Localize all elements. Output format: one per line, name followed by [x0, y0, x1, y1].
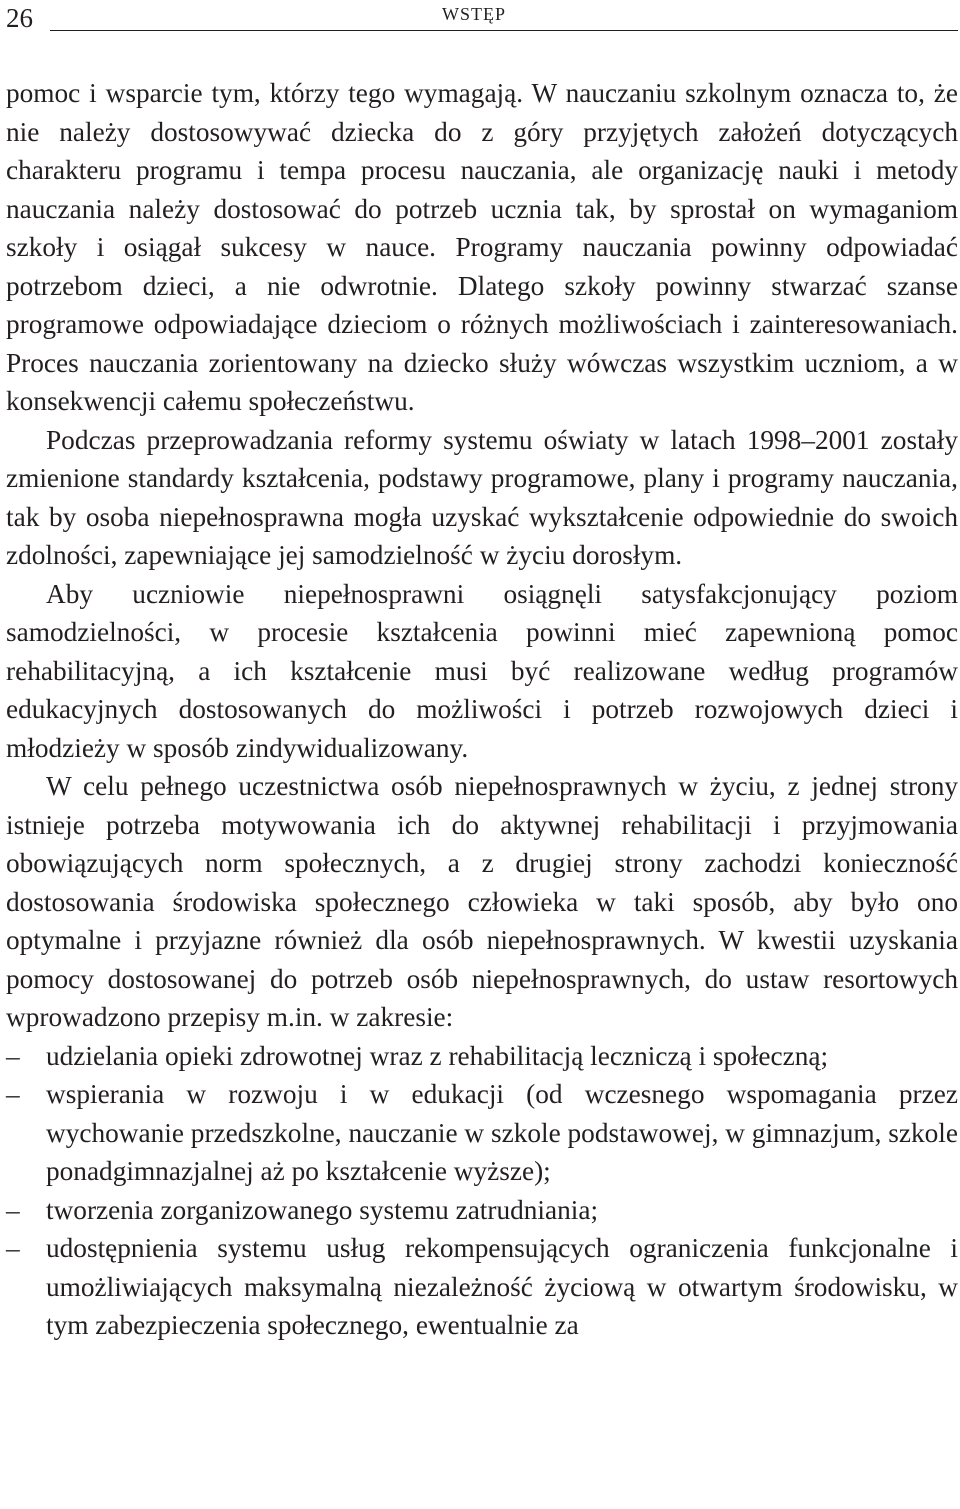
list-item-text: udostępnienia systemu usług rekompensujących ograniczenia funkcjonalne i umożliwiających maksymalną niezależność życiową w otwartym środowisku, w tym zabezpieczenia społecznego, ewentualnie za [46, 1233, 958, 1340]
paragraph: Aby uczniowie niepełnosprawni osiągnęli satysfakcjonujący poziom samodzielności, w procesie kształcenia powinni mieć zapewnioną pomoc rehabilitacyjną, a ich kształcenie musi być realizowane według programów edukacyjnych dostosowanych do możliwości i potrzeb rozwojowych dzieci i młodzieży w sposób zindywidualizowany. [6, 578, 958, 763]
list-item-text: wspierania w rozwoju i w edukacji (od wczesnego wspomagania przez wychowanie przedszkolne, nauczanie w szkole podstawowej, w gimnazjum, szkole ponadgimnazjalnej aż po kształcenie wyższe); [46, 1079, 958, 1186]
paragraph: W celu pełnego uczestnictwa osób niepełnosprawnych w życiu, z jednej strony istnieje potrzeba motywowania ich do aktywnej rehabilitacji i przyjmowania obowiązujących norm społecznych, a z drugiej strony zachodzi konieczność dostosowania środowiska społecznego człowieka w taki sposób, aby było ono optymalne i przyjazne również dla osób niepełnosprawnych. W kwestii uzyskania pomocy dostosowanej do potrzeb osób niepełnosprawnych, do ustaw resortowych wprowadzono przepisy m.in. w zakresie: [6, 771, 958, 1032]
list-item-text: udzielania opieki zdrowotnej wraz z rehabilitacją leczniczą i społeczną; [46, 1040, 829, 1071]
paragraph: Podczas przeprowadzania reformy systemu oświaty w latach 1998–2001 zostały zmienione standardy kształcenia, podstawy programowe, plany i programy nauczania, tak by osoba niepełnosprawna mogła uzyskać wykształcenie odpowiednie do swoich zdolności, zapewniające jej samodzielność w życiu dorosłym. [6, 424, 958, 570]
dash-marker: – [6, 1079, 20, 1109]
list-item [6, 1075, 958, 1191]
list-item-text: tworzenia zorganizowanego systemu zatrudniania; [46, 1194, 599, 1225]
page-number: 26 [6, 3, 33, 33]
running-head: WSTĘP [442, 4, 507, 24]
list-item [6, 1037, 958, 1076]
header-rule [50, 30, 958, 31]
dash-marker: – [6, 1233, 20, 1263]
paragraph: pomoc i wsparcie tym, którzy tego wymagają. W nauczaniu szkolnym oznacza to, że nie należy dostosowywać dziecka do z góry przyjętych założeń dotyczących charakteru programu i tempa procesu nauczania, ale organizację nauki i metody nauczania należy dostosować do potrzeb ucznia tak, by sprostał on wymaganiom szkoły i osiągał sukcesy w nauce. Programy nauczania powinny odpowiadać potrzebom dzieci, a nie odwrotnie. Dlatego szkoły powinny stwarzać szanse programowe odpowiadające dzieciom o różnych możliwościach i zainteresowaniach. Proces nauczania zorientowany na dziecko służy wówczas wszystkim uczniom, a w konsekwencji całemu społeczeństwu. [6, 78, 958, 416]
dash-marker: – [6, 1040, 20, 1071]
list-item [6, 1229, 958, 1345]
page-header [0, 0, 960, 40]
list-item [6, 1191, 958, 1230]
dash-marker: – [6, 1194, 20, 1225]
dash-list [6, 1037, 958, 1345]
body-text [6, 74, 958, 1345]
